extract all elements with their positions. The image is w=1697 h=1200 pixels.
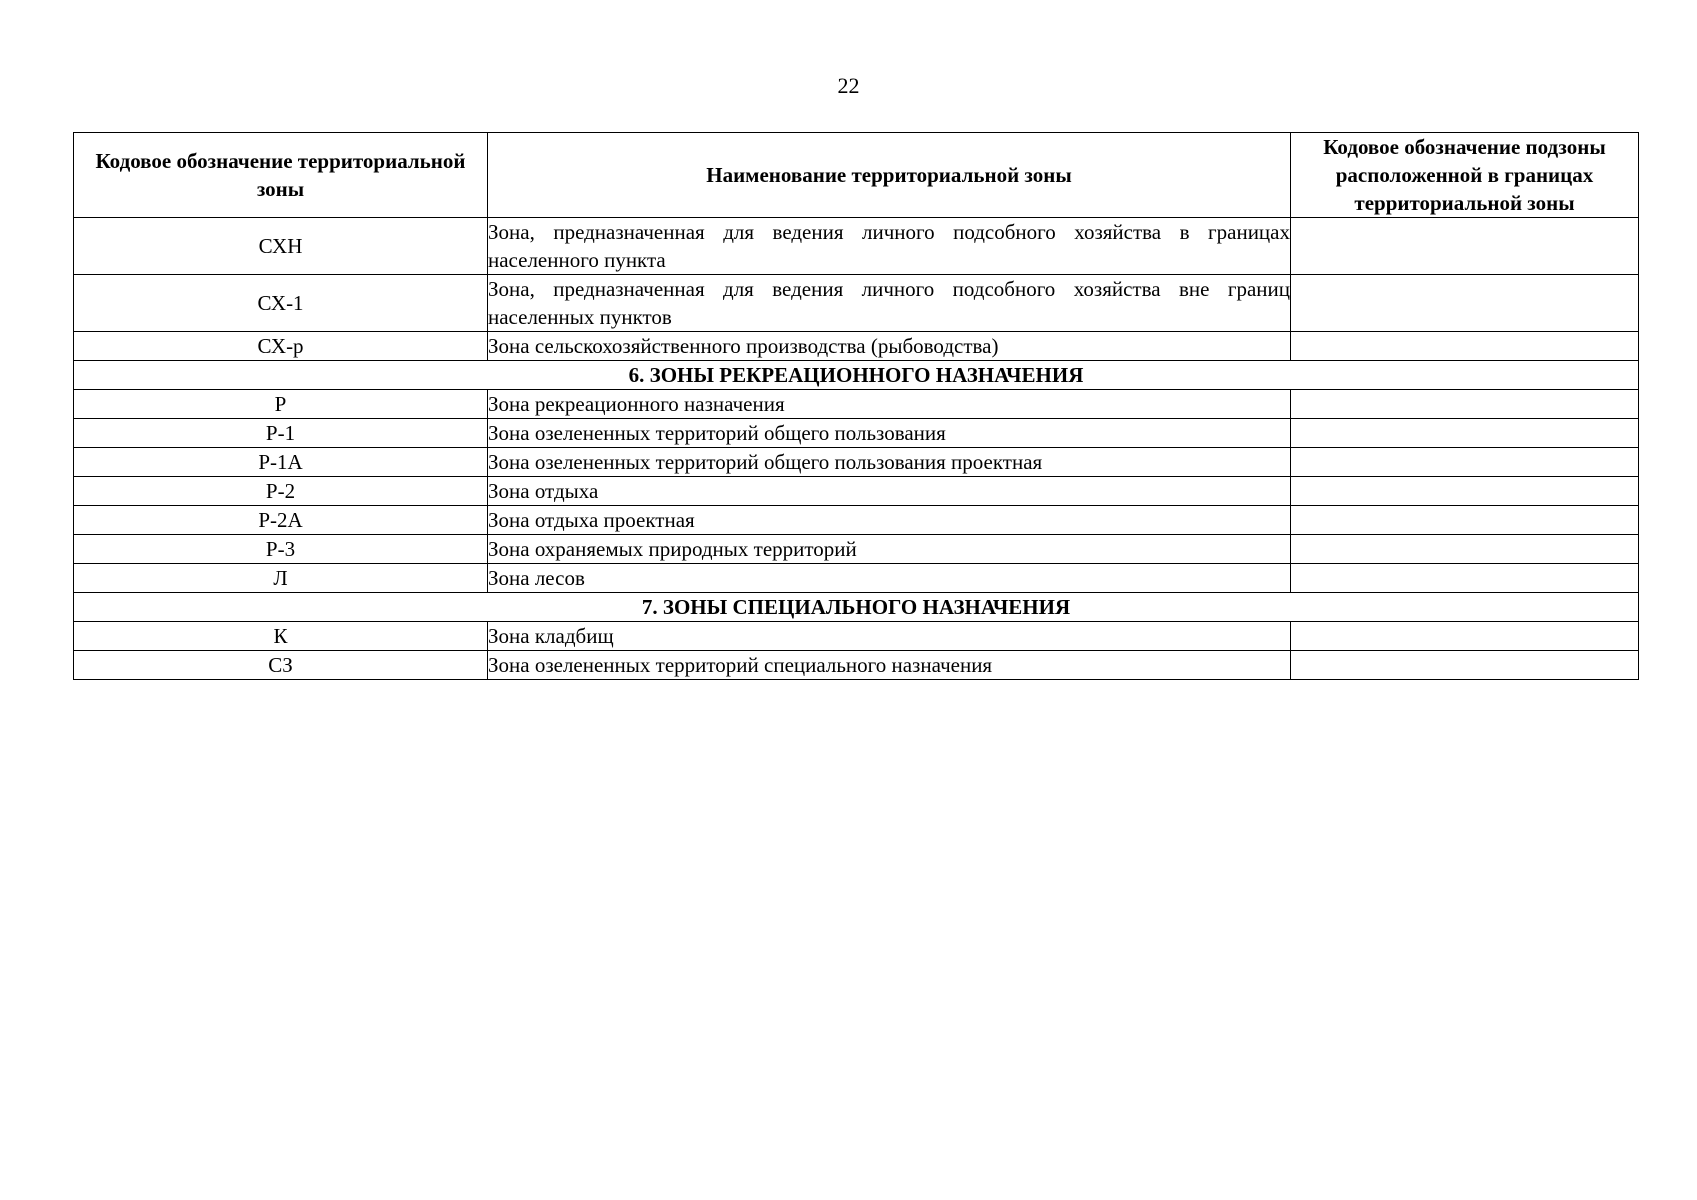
table-row [74,506,1639,535]
section-heading-row [74,361,1639,390]
zone-code-cell: Р-3 [74,535,488,564]
subzone-code-cell [1291,477,1639,506]
table-row [74,419,1639,448]
zone-code-cell: Р-1 [74,419,488,448]
table-header-row [74,133,1639,218]
zone-name-cell: Зона отдыха [488,477,1291,506]
subzone-code-cell [1291,448,1639,477]
zone-name-cell: Зона отдыха проектная [488,506,1291,535]
table-row [74,535,1639,564]
subzone-code-cell [1291,390,1639,419]
zone-name-cell: Зона озелененных территорий специального назначения [488,651,1291,680]
subzone-code-cell [1291,651,1639,680]
header-subzone-code: Кодовое обозначение подзоны расположенной в границах территориальной зоны [1291,133,1639,218]
zone-code-cell: СЗ [74,651,488,680]
zone-name-cell: Зона озелененных территорий общего пользования [488,419,1291,448]
table-row [74,477,1639,506]
zone-name-cell: Зона рекреационного назначения [488,390,1291,419]
header-zone-name: Наименование территориальной зоны [488,133,1291,218]
subzone-code-cell [1291,419,1639,448]
subzone-code-cell [1291,218,1639,275]
subzone-code-cell [1291,275,1639,332]
table-row [74,564,1639,593]
zone-name-cell: Зона лесов [488,564,1291,593]
zone-code-cell: СХ-1 [74,275,488,332]
subzone-code-cell [1291,506,1639,535]
header-zone-code: Кодовое обозначение территориальной зоны [74,133,488,218]
table-row [74,332,1639,361]
section-heading-row [74,593,1639,622]
zone-code-cell: СХН [74,218,488,275]
territorial-zones-table [73,132,1639,680]
page-number: 22 [837,73,860,98]
zone-name-cell: Зона охраняемых природных территорий [488,535,1291,564]
zone-name-cell: Зона, предназначенная для ведения личного подсобного хозяйства в границах населенного пункта [488,218,1291,275]
zone-code-cell: К [74,622,488,651]
zone-code-cell: Р [74,390,488,419]
zone-code-cell: Р-2А [74,506,488,535]
table-row [74,275,1639,332]
table-row [74,448,1639,477]
table-row [74,651,1639,680]
subzone-code-cell [1291,564,1639,593]
zone-code-cell: СХ-р [74,332,488,361]
zone-code-cell: Р-1А [74,448,488,477]
zone-code-cell: Р-2 [74,477,488,506]
table-row [74,622,1639,651]
section-heading-recreational: 6. ЗОНЫ РЕКРЕАЦИОННОГО НАЗНАЧЕНИЯ [74,361,1639,390]
zone-name-cell: Зона озелененных территорий общего пользования проектная [488,448,1291,477]
subzone-code-cell [1291,332,1639,361]
table-row [74,218,1639,275]
subzone-code-cell [1291,622,1639,651]
zone-name-cell: Зона кладбищ [488,622,1291,651]
subzone-code-cell [1291,535,1639,564]
section-heading-special: 7. ЗОНЫ СПЕЦИАЛЬНОГО НАЗНАЧЕНИЯ [74,593,1639,622]
zone-code-cell: Л [74,564,488,593]
zone-name-cell: Зона, предназначенная для ведения личного подсобного хозяйства вне границ населенных пунктов [488,275,1291,332]
zone-name-cell: Зона сельскохозяйственного производства (рыбоводства) [488,332,1291,361]
table-row [74,390,1639,419]
